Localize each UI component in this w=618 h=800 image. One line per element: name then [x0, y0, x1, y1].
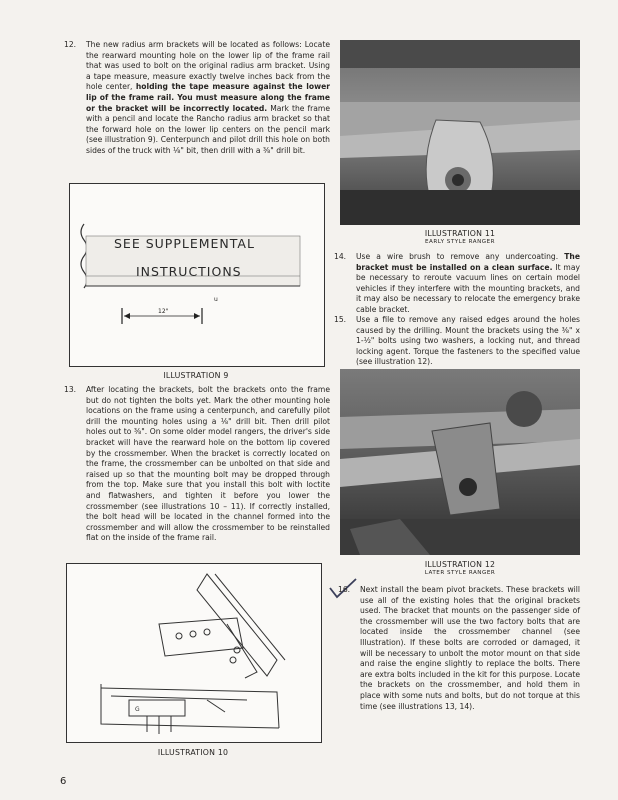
caption-sub: LATER STYLE RANGER: [424, 570, 496, 576]
supplemental-label-2: INSTRUCTIONS: [136, 264, 242, 279]
step-emphasis: holding the tape measure against the lower lip of the frame rail. You must measure along the frame or the bracket will be incorrectly located.: [86, 82, 330, 113]
svg-text:G: G: [135, 706, 140, 713]
later-ranger-photo: [340, 369, 580, 555]
dimension-label: 12": [158, 308, 169, 315]
illustration-10-figure: [66, 563, 322, 743]
illustration-12-photo: [340, 369, 580, 555]
page-number: 6: [60, 776, 67, 787]
step-text: Mark the frame with a pencil and locate the Rancho radius arm bracket so that the forward hole on the lower lip centers on the pencil mark (see illustration 9). Centerpunch and pilot drill this hole on both sides of the truck with ⅛" bit, then drill with a ⅜" drill bit.: [86, 103, 330, 155]
step-text: Use a file to remove any raised edges around the holes caused by the drilling. Mount the brackets using the ⅜" x 1-½" bolts using two washers, a locking nut, and thread locking agent. Torque the fasteners to the specified value (see illustration 12).: [356, 315, 580, 367]
bracket-installation-drawing: [67, 564, 321, 742]
step-number: 15.: [334, 315, 347, 324]
step-12: [64, 40, 330, 157]
early-ranger-photo: [340, 40, 580, 225]
step-text: The new radius arm brackets will be located as follows: Locate the rearward mounting hole on the lower lip of the frame rail that was used to bolt on the original radius arm bracket. Using a tape measure, measure exactly twelve inches back from the hole center,: [86, 40, 330, 92]
illustration-11-photo: [340, 40, 580, 225]
caption-sub: EARLY STYLE RANGER: [424, 239, 496, 245]
step-number: 13.: [64, 385, 77, 394]
step-number: 16.: [338, 585, 351, 594]
caption-title: ILLUSTRATION 11: [424, 229, 496, 238]
illustration-12-caption: [340, 560, 580, 576]
step-text: Use a wire brush to remove any undercoating.: [356, 252, 559, 261]
caption-title: ILLUSTRATION 12: [424, 560, 496, 569]
step-number: 12.: [64, 40, 77, 49]
step-13: [64, 385, 330, 544]
illustration-9-caption: ILLUSTRATION 9: [163, 371, 229, 380]
edge-mark: u: [214, 296, 218, 303]
step-15: [334, 315, 580, 368]
step-emphasis: The bracket must be installed on a clean surface.: [356, 252, 580, 272]
supplemental-label-1: SEE SUPPLEMENTAL: [114, 236, 255, 251]
step-text: After locating the brackets, bolt the brackets onto the frame but do not tighten the bolts yet. Mark the other mounting hole locations on the frame using a centerpunch, and carefully pilot drill the mounting holes using a ⅛" drill bit. Then drill pilot holes out to ⅜". On some older model rangers, the driver's side bracket will have the rearward hole on the bottom lip covered by the crossmember. When the bracket is correctly located on the frame, the crossmember can be unbolted on that side and raised up so that the mounting bolt may be dropped through from the top. Make sure that you install this bolt with loctite and flatwashers, and tighten it before you lower the crossmember (see illustrations 10 – 11). If correctly installed, the bolt head will be located in the channel formed into the crossmember and will allow the crossmember to be reinstalled flat on the inside of the frame rail.: [86, 385, 330, 543]
step-text: It may be necessary to reroute vacuum lines on certain model vehicles if they interfere with the mounting brackets, and it may also be necessary to relocate the emergency brake cable bracket.: [356, 262, 580, 314]
step-14: [334, 252, 580, 316]
step-text: Next install the beam pivot brackets. These brackets will use all of the existing holes that the original brackets used. The bracket that mounts on the passenger side of the crossmember will use the two factory bolts that are located inside the crossmember channel (see Illustration). If these bolts are corroded or damaged, it will be necessary to unbolt the motor mount on that side and raise the engine slightly to replace the bolts. There are extra bolts included in the kit for this purpose. Locate the brackets on the crossmember, and hold them in place with some nuts and bolts, but do not torque at this time (see illustrations 13, 14).: [360, 585, 580, 711]
illustration-9-figure: [69, 183, 325, 367]
step-16: [338, 585, 580, 712]
illustration-11-caption: [340, 229, 580, 245]
step-number: 14.: [334, 252, 347, 261]
illustration-10-caption: ILLUSTRATION 10: [157, 748, 229, 757]
